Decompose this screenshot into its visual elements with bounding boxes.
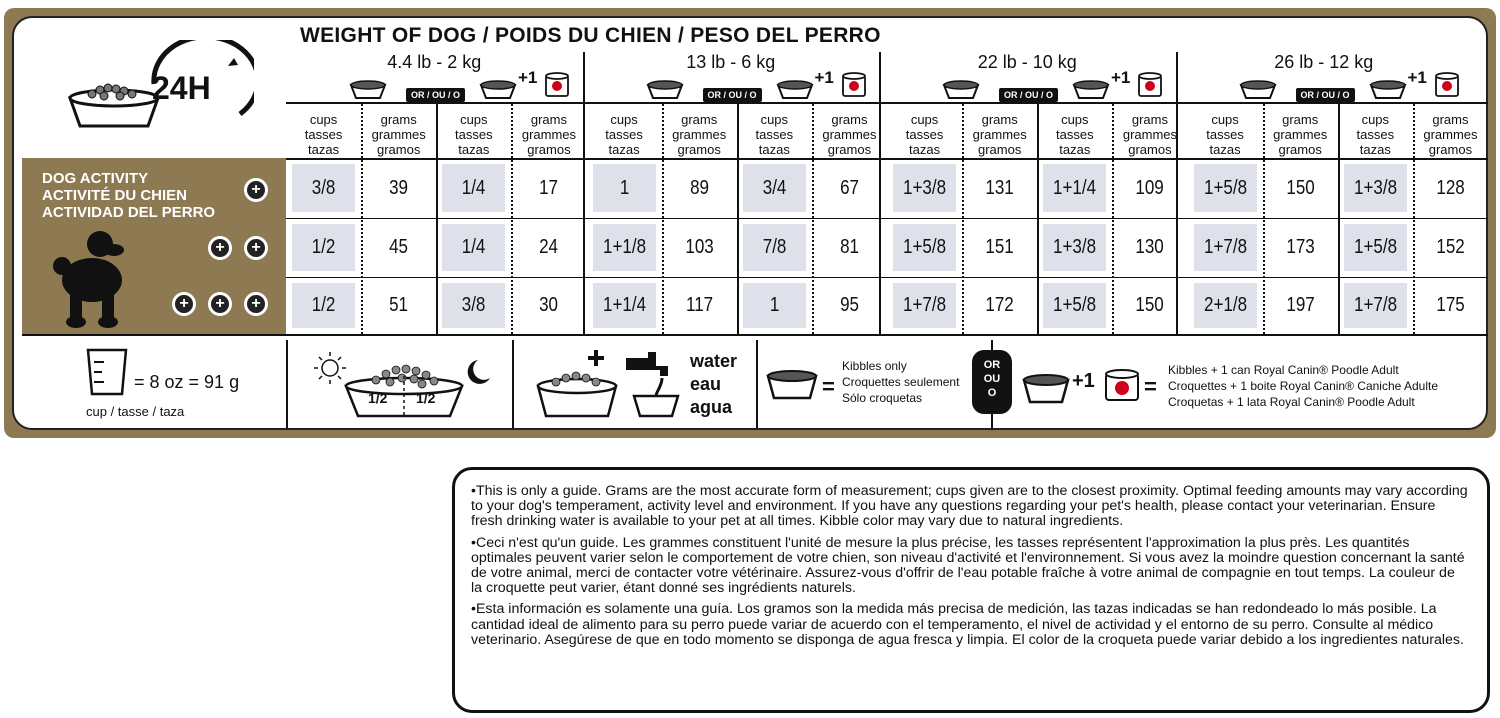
- water-label-en: water: [690, 351, 738, 371]
- cups-value: 3/8: [461, 294, 486, 316]
- grams-value: 17: [539, 176, 559, 199]
- kibbles-can-en: Kibbles + 1 can Royal Canin® Poodle Adult: [1168, 363, 1399, 377]
- column-header-grams: grams grammes gramos: [1122, 112, 1178, 157]
- column-header-grams: grams grammes gramos: [1273, 112, 1328, 157]
- column-divider: [361, 104, 363, 334]
- grams-value: 67: [839, 176, 859, 199]
- cups-value: 1: [619, 176, 629, 199]
- column-divider: [511, 104, 513, 334]
- kibble-bowl-icon: [941, 78, 981, 100]
- grams-value: 131: [985, 176, 1014, 199]
- equals-sign: =: [1144, 374, 1157, 399]
- column-header-cups: cups tasses tazas: [905, 112, 944, 157]
- column-header-cups: cups tasses tazas: [1056, 112, 1094, 157]
- royal-canin-can-icon: [841, 70, 867, 98]
- royal-canin-can-icon: [1102, 366, 1142, 406]
- kibble-bowl-icon: [775, 78, 815, 100]
- cup-label: cup / tasse / taza: [86, 404, 185, 419]
- cups-value: 3/4: [762, 176, 787, 199]
- activity-label-es: ACTIVIDAD DEL PERRO: [42, 204, 216, 221]
- cups-value: 1: [769, 294, 780, 316]
- activity-medium-plus-icon: +: [208, 236, 232, 260]
- column-header-grams: grams grammes gramos: [371, 112, 426, 157]
- disclaimer-box: [452, 467, 1490, 713]
- activity-high-plus-icon: +: [208, 292, 232, 316]
- grams-value: 39: [389, 176, 409, 199]
- or-badge: OR / OU / O: [999, 88, 1058, 102]
- kibbles-can-fr: Croquettes + 1 boite Royal Canin® Caniche Adulte: [1168, 379, 1439, 393]
- weight-label: 4.4 lb - 2 kg: [387, 52, 482, 72]
- grams-value: 45: [389, 236, 409, 258]
- activity-panel: [22, 158, 286, 334]
- equals-sign: =: [822, 374, 835, 399]
- plus-one: +1: [1111, 68, 1131, 87]
- royal-canin-can-icon: [1434, 70, 1460, 98]
- column-divider: [1413, 104, 1415, 334]
- column-divider: [737, 104, 739, 334]
- column-divider: [1338, 104, 1340, 334]
- cups-value: 1+5/8: [903, 236, 947, 258]
- legend-divider: [286, 340, 288, 428]
- weight-label: 13 lb - 6 kg: [686, 52, 776, 72]
- column-divider: [962, 104, 964, 334]
- cups-value: 1+5/8: [1203, 176, 1247, 199]
- or-badge: OR / OU / O: [406, 88, 465, 102]
- cups-value: 1+3/8: [1053, 236, 1097, 258]
- weight-label: 22 lb - 10 kg: [977, 52, 1077, 72]
- plus-one: +1: [518, 68, 538, 87]
- column-divider: [662, 104, 664, 334]
- column-header-grams: grams grammes gramos: [1423, 112, 1478, 157]
- royal-canin-can-icon: [544, 70, 570, 98]
- column-header-grams: grams grammes gramos: [521, 112, 577, 157]
- kibble-bowl-icon: [478, 78, 518, 100]
- feeding-table: [286, 104, 1488, 334]
- chart-title: WEIGHT OF DOG / POIDS DU CHIEN / PESO DEL PERRO: [300, 24, 881, 47]
- grams-value: 151: [985, 236, 1014, 258]
- activity-medium-plus-icon: +: [244, 236, 268, 260]
- cups-value: 1+7/8: [1353, 294, 1397, 316]
- kibbles-can-es: Croquetas + 1 lata Royal Canin® Poodle Adult: [1168, 395, 1415, 409]
- time-badge: 24H: [152, 70, 211, 106]
- cups-value: 1+5/8: [1053, 294, 1097, 316]
- column-divider: [436, 104, 438, 334]
- column-header-grams: grams grammes gramos: [972, 112, 1027, 157]
- grams-value: 128: [1436, 176, 1465, 199]
- grams-value: 172: [985, 294, 1014, 316]
- column-divider: [812, 104, 814, 334]
- grams-value: 150: [1286, 176, 1315, 199]
- grams-value: 30: [539, 294, 559, 316]
- weight-label: 26 lb - 12 kg: [1274, 52, 1374, 72]
- kibbles-only-fr: Croquettes seulement: [842, 375, 960, 389]
- grams-value: 150: [1135, 294, 1165, 316]
- poodle-icon: [44, 228, 134, 328]
- cups-value: 3/8: [311, 176, 336, 199]
- cups-value: 1/4: [461, 176, 486, 199]
- grams-value: 197: [1286, 294, 1315, 316]
- column-divider: [1263, 104, 1265, 334]
- or-badge: OR / OU / O: [1296, 88, 1355, 102]
- cups-value: 1+1/4: [602, 294, 646, 316]
- cups-value: 1+7/8: [903, 294, 947, 316]
- column-header-cups: cups tasses tazas: [1206, 112, 1244, 157]
- grams-value: 175: [1436, 294, 1465, 316]
- column-header-cups: cups tasses tazas: [304, 112, 343, 157]
- cup-equation: = 8 oz = 91 g: [134, 372, 240, 392]
- column-header-grams: grams grammes gramos: [672, 112, 727, 157]
- grams-value: 95: [839, 294, 859, 316]
- grams-value: 51: [389, 294, 409, 316]
- cups-value: 1+1/8: [602, 236, 646, 258]
- disclaimer-fr: •Ceci n'est qu'un guide. Les grammes constituent l'unité de mesure la plus précise, les tasses représentent l'approximation la plus près. Les quantités optimales peuvent varier selon le comportement de votre chien, son niveau d'activité et l'environnement. Si vous avez la moindre question concernant la santé de votre animal, merci de contacter votre vétérinaire. Assurez-vous d'offrir de l'eau potable fraîche à votre animal de compagnie en tout temps. La couleur de la croquette peut varier, étant donné ses ingrédients naturels.: [471, 534, 1465, 597]
- or-badge-vertical: OR OU O: [972, 350, 1012, 414]
- kibbles-only-es: Sólo croquetas: [842, 391, 923, 405]
- kibble-bowl-icon: [1020, 370, 1072, 406]
- cups-value: 2+1/8: [1203, 294, 1247, 316]
- disclaimer-es: •Esta información es solamente una guía. Los gramos son la medida más precisa de medición, las tazas indicadas se han redondeado lo más posible. La cantidad ideal de alimento para su perro puede variar de acuerdo con el temperamento, el nivel de actividad y el entorno de su perro. Consulte al médico veterinario. Asegúrese de que en todo momento se disponga de agua fresca y limpia. El color de la croqueta puede variar debido a los ingredientes naturales.: [471, 601, 1464, 648]
- kibble-bowl-icon: [764, 366, 820, 402]
- column-header-cups: cups tasses tazas: [605, 112, 643, 157]
- legend-divider: [512, 340, 514, 428]
- column-header-cups: cups tasses tazas: [455, 112, 493, 157]
- water-label-es: agua: [690, 397, 733, 417]
- grams-value: 109: [1135, 176, 1165, 199]
- activity-label-fr: ACTIVITÉ DU CHIEN: [42, 187, 188, 204]
- column-header-grams: grams grammes gramos: [822, 112, 877, 157]
- column-header-cups: cups tasses tazas: [1356, 112, 1395, 157]
- cups-value: 7/8: [762, 236, 787, 258]
- activity-high-plus-icon: +: [172, 292, 196, 316]
- plus-one: +1: [814, 68, 834, 87]
- activity-high-plus-icon: +: [244, 292, 268, 316]
- grams-value: 89: [689, 176, 709, 199]
- kibble-bowl-icon: [1071, 78, 1111, 100]
- cups-value: 1+1/4: [1053, 176, 1097, 199]
- split-meal-icon: [310, 346, 502, 422]
- cups-value: 1+3/8: [1353, 176, 1397, 199]
- grams-value: 152: [1436, 236, 1465, 258]
- water-bowl-icon: [534, 344, 684, 424]
- grams-value: 24: [539, 236, 559, 258]
- grams-value: 103: [685, 236, 714, 258]
- royal-canin-can-icon: [1137, 70, 1163, 98]
- activity-label-en: DOG ACTIVITY: [42, 170, 149, 187]
- kibble-bowl-icon: [645, 78, 685, 100]
- or-badge: OR / OU / O: [703, 88, 762, 102]
- kibble-bowl-icon: [348, 78, 388, 100]
- kibble-bowl-icon: [1368, 78, 1408, 100]
- grams-value: 117: [685, 294, 713, 316]
- column-divider: [1112, 104, 1114, 334]
- legend-divider: [756, 340, 758, 428]
- half-portion-morning: 1/2: [368, 390, 388, 406]
- kibble-bowl-icon: [1238, 78, 1278, 100]
- measuring-cup-icon: [84, 346, 132, 398]
- cups-value: 1+3/8: [903, 176, 947, 199]
- plus-one: +1: [1407, 68, 1427, 87]
- grams-value: 173: [1286, 236, 1315, 258]
- cups-value: 1/2: [311, 294, 336, 316]
- cups-value: 1/4: [461, 236, 486, 258]
- cups-value: 1+5/8: [1353, 236, 1397, 258]
- half-portion-evening: 1/2: [416, 390, 436, 406]
- table-bottom-rule: [22, 334, 1488, 336]
- grams-value: 81: [839, 236, 859, 258]
- water-label-fr: eau: [690, 374, 722, 394]
- kibbles-only-en: Kibbles only: [842, 359, 907, 373]
- activity-low-plus-icon: +: [244, 178, 268, 202]
- grams-value: 130: [1135, 236, 1165, 258]
- column-header-cups: cups tasses tazas: [755, 112, 794, 157]
- cups-value: 1/2: [311, 236, 336, 258]
- plus-one: +1: [1072, 370, 1095, 392]
- cups-value: 1+7/8: [1203, 236, 1247, 258]
- disclaimer-en: •This is only a guide. Grams are the most accurate form of measurement; cups given are to the closest proximity. Optimal feeding amounts may vary according to your dog's temperament, activity level and environment. If you have any questions regarding your pet's health, please contact your veterinarian. Ensure fresh drinking water is available to your pet at all times. Kibble color may vary due to natural ingredients.: [471, 483, 1468, 530]
- column-divider: [1037, 104, 1039, 334]
